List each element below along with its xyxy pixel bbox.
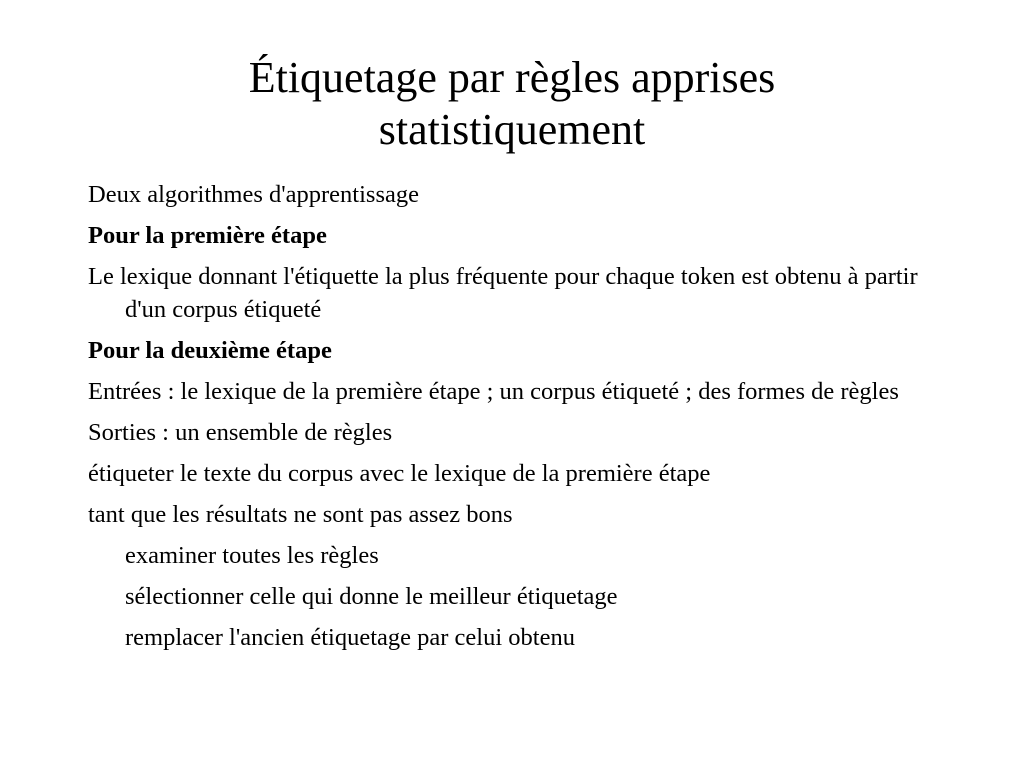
body-heading-first-step: Pour la première étape (88, 222, 327, 249)
slide-body (88, 178, 938, 662)
body-line-learning-algorithms: Deux algorithmes d'apprentissage (88, 181, 419, 208)
body-line-tag-corpus: étiqueter le texte du corpus avec le lexique de la première étape (88, 460, 711, 487)
body-line-lexicon: Le lexique donnant l'étiquette la plus fréquente pour chaque token est obtenu à partir d'un corpus étiqueté (88, 263, 918, 323)
body-line-select-best: sélectionner celle qui donne le meilleur étiquetage (125, 583, 618, 610)
body-line-outputs: Sorties : un ensemble de règles (88, 419, 393, 446)
slide-title: Étiquetage par règles apprises statistiquement (248, 53, 776, 154)
body-line-examine-rules: examiner toutes les règles (125, 542, 379, 569)
body-line-while-loop: tant que les résultats ne sont pas assez bons (88, 501, 513, 528)
body-line-inputs: Entrées : le lexique de la première étape ; un corpus étiqueté ; des formes de règles (88, 378, 899, 405)
body-line-replace-tagging: remplacer l'ancien étiquetage par celui obtenu (125, 624, 575, 651)
body-heading-second-step: Pour la deuxième étape (88, 337, 332, 364)
